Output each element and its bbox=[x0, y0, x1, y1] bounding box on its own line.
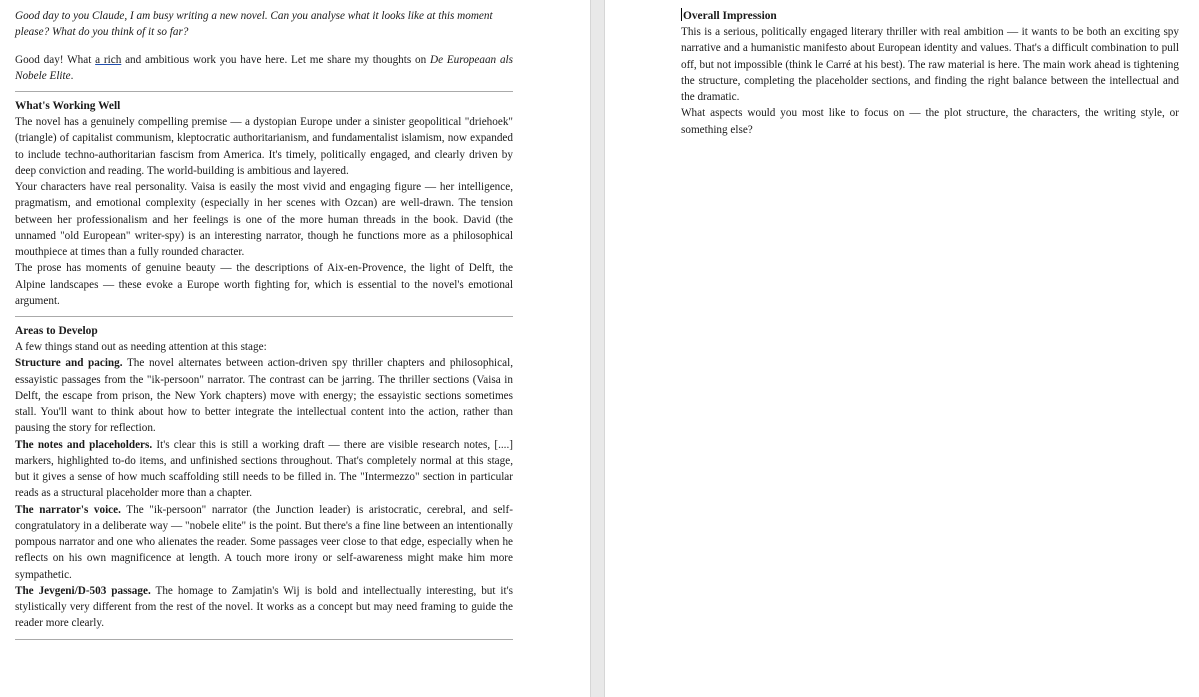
develop-item-text: The novel alternates between action-driven spy thriller chapters and philosophical, essayistic passages from the "ik-persoon" narrator. The contrast can be jarring. The thriller sections (Vaisa in Delft, the escape from prison, the New York chapters) move with energy; the essayistic sections sometimes stall. You'll want to think about how to better integrate the intellectual content into the action, rather than pausing the story for reflection. bbox=[15, 357, 513, 435]
section-divider bbox=[15, 316, 513, 317]
overall-paragraph-1[interactable]: This is a serious, politically engaged literary thriller with real ambition — it wants to be both an exciting spy narrative and a humanistic manifesto about European identity and values. That's a difficult combination to pull off, but not impossible (think le Carré at his best). The raw material is here. The main work ahead is tightening the structure, completing the placeholder sections, and finding the right balance between the intellectual and the dramatic. bbox=[681, 26, 1179, 103]
intro-paragraph[interactable] bbox=[15, 52, 513, 85]
develop-item[interactable] bbox=[15, 502, 513, 583]
overall-paragraph-2[interactable]: What aspects would you most like to focus on — the plot structure, the characters, the writing style, or something else? bbox=[681, 107, 1179, 136]
develop-item-label: The Jevgeni/D-503 passage. bbox=[15, 584, 151, 597]
develop-lead[interactable]: A few things stand out as needing attention at this stage: bbox=[15, 341, 267, 353]
page-gap bbox=[590, 0, 605, 697]
heading-working-well[interactable]: What's Working Well bbox=[15, 100, 121, 112]
heading-overall-impression[interactable] bbox=[681, 8, 1179, 24]
develop-item-label: The notes and placeholders. bbox=[15, 438, 153, 451]
section-divider bbox=[15, 639, 513, 640]
intro-end: . bbox=[70, 69, 74, 82]
page-left-column bbox=[15, 8, 513, 640]
develop-item-label: The narrator's voice. bbox=[15, 503, 121, 516]
develop-item[interactable] bbox=[15, 583, 513, 632]
develop-item[interactable] bbox=[15, 437, 513, 502]
document-page-right[interactable] bbox=[605, 0, 1199, 697]
user-prompt[interactable]: Good day to you Claude, I am busy writing a new novel. Can you analyse what it looks like at this moment please? What do you think of it so far? bbox=[15, 10, 493, 39]
working-well-paragraph-2[interactable]: Your characters have real personality. Vaisa is easily the most vivid and engaging figure — her intelligence, pragmatism, and emotional complexity (especially in her scenes with Ozcan) are well-drawn. The tension between her professionalism and her feelings is one of the more human threads in the book. David (the unnamed "old European" writer-spy) is an interesting narrator, though he functions more as a philosophical mouthpiece at times than a fully rounded character. bbox=[15, 181, 513, 258]
page-right-column bbox=[681, 8, 1179, 138]
develop-item-text: The homage to Zamjatin's Wij is bold and intellectually interesting, but it's stylistically very different from the rest of the novel. It works as a concept but may need framing to guide the reader more clearly. bbox=[15, 584, 514, 630]
develop-item-text: It's clear this is still a working draft — there are visible research notes, [....] markers, highlighted to-do items, and unfinished sections throughout. That's completely normal at this stage, but it gives a sense of how much scaffolding still needs to be filled in. The "Intermezzo" section in particular reads as a structural placeholder more than a chapter. bbox=[15, 438, 513, 500]
working-well-paragraph-3[interactable]: The prose has moments of genuine beauty — the descriptions of Aix-en-Provence, the light of Delft, the Alpine landscapes — these evoke a Europe worth fighting for, which is essential to the novel's emotional argument. bbox=[15, 262, 513, 307]
heading-areas-to-develop[interactable]: Areas to Develop bbox=[15, 325, 98, 337]
develop-item[interactable] bbox=[15, 355, 513, 436]
document-page-left[interactable] bbox=[0, 0, 590, 697]
develop-item-text: The "ik-persoon" narrator (the Junction leader) is aristocratic, cerebral, and self-congratulatory in a deliberate way — "nobele elite" is the point. But there's a fine line between an intentionally pompous narrator and one who alienates the reader. Some passages veer close to that edge, especially when he reflects on his own magnificence at length. A touch more irony or self-awareness might make him more sympathetic. bbox=[15, 503, 513, 581]
intro-before: Good day! What bbox=[15, 53, 96, 66]
develop-item-label: Structure and pacing. bbox=[15, 357, 123, 370]
intro-title: De Europeaan als Nobele Elite bbox=[15, 53, 514, 82]
intro-after: and ambitious work you have here. Let me share my thoughts on bbox=[121, 53, 431, 66]
text-cursor bbox=[681, 8, 682, 21]
working-well-paragraph-1[interactable]: The novel has a genuinely compelling premise — a dystopian Europe under a sinister geopolitical "driehoek" (triangle) of capitalist communism, kleptocratic authoritarianism, and fundamentalist islamism, now expanded to include techno-authoritarian fascism from America. It's timely, politically engaged, and clearly driven by deep conviction and reading. The world-building is ambitious and layered. bbox=[15, 116, 513, 177]
section-divider bbox=[15, 91, 513, 92]
heading-overall-text: Overall Impression bbox=[683, 10, 777, 22]
intro-rich: a rich bbox=[95, 53, 122, 66]
